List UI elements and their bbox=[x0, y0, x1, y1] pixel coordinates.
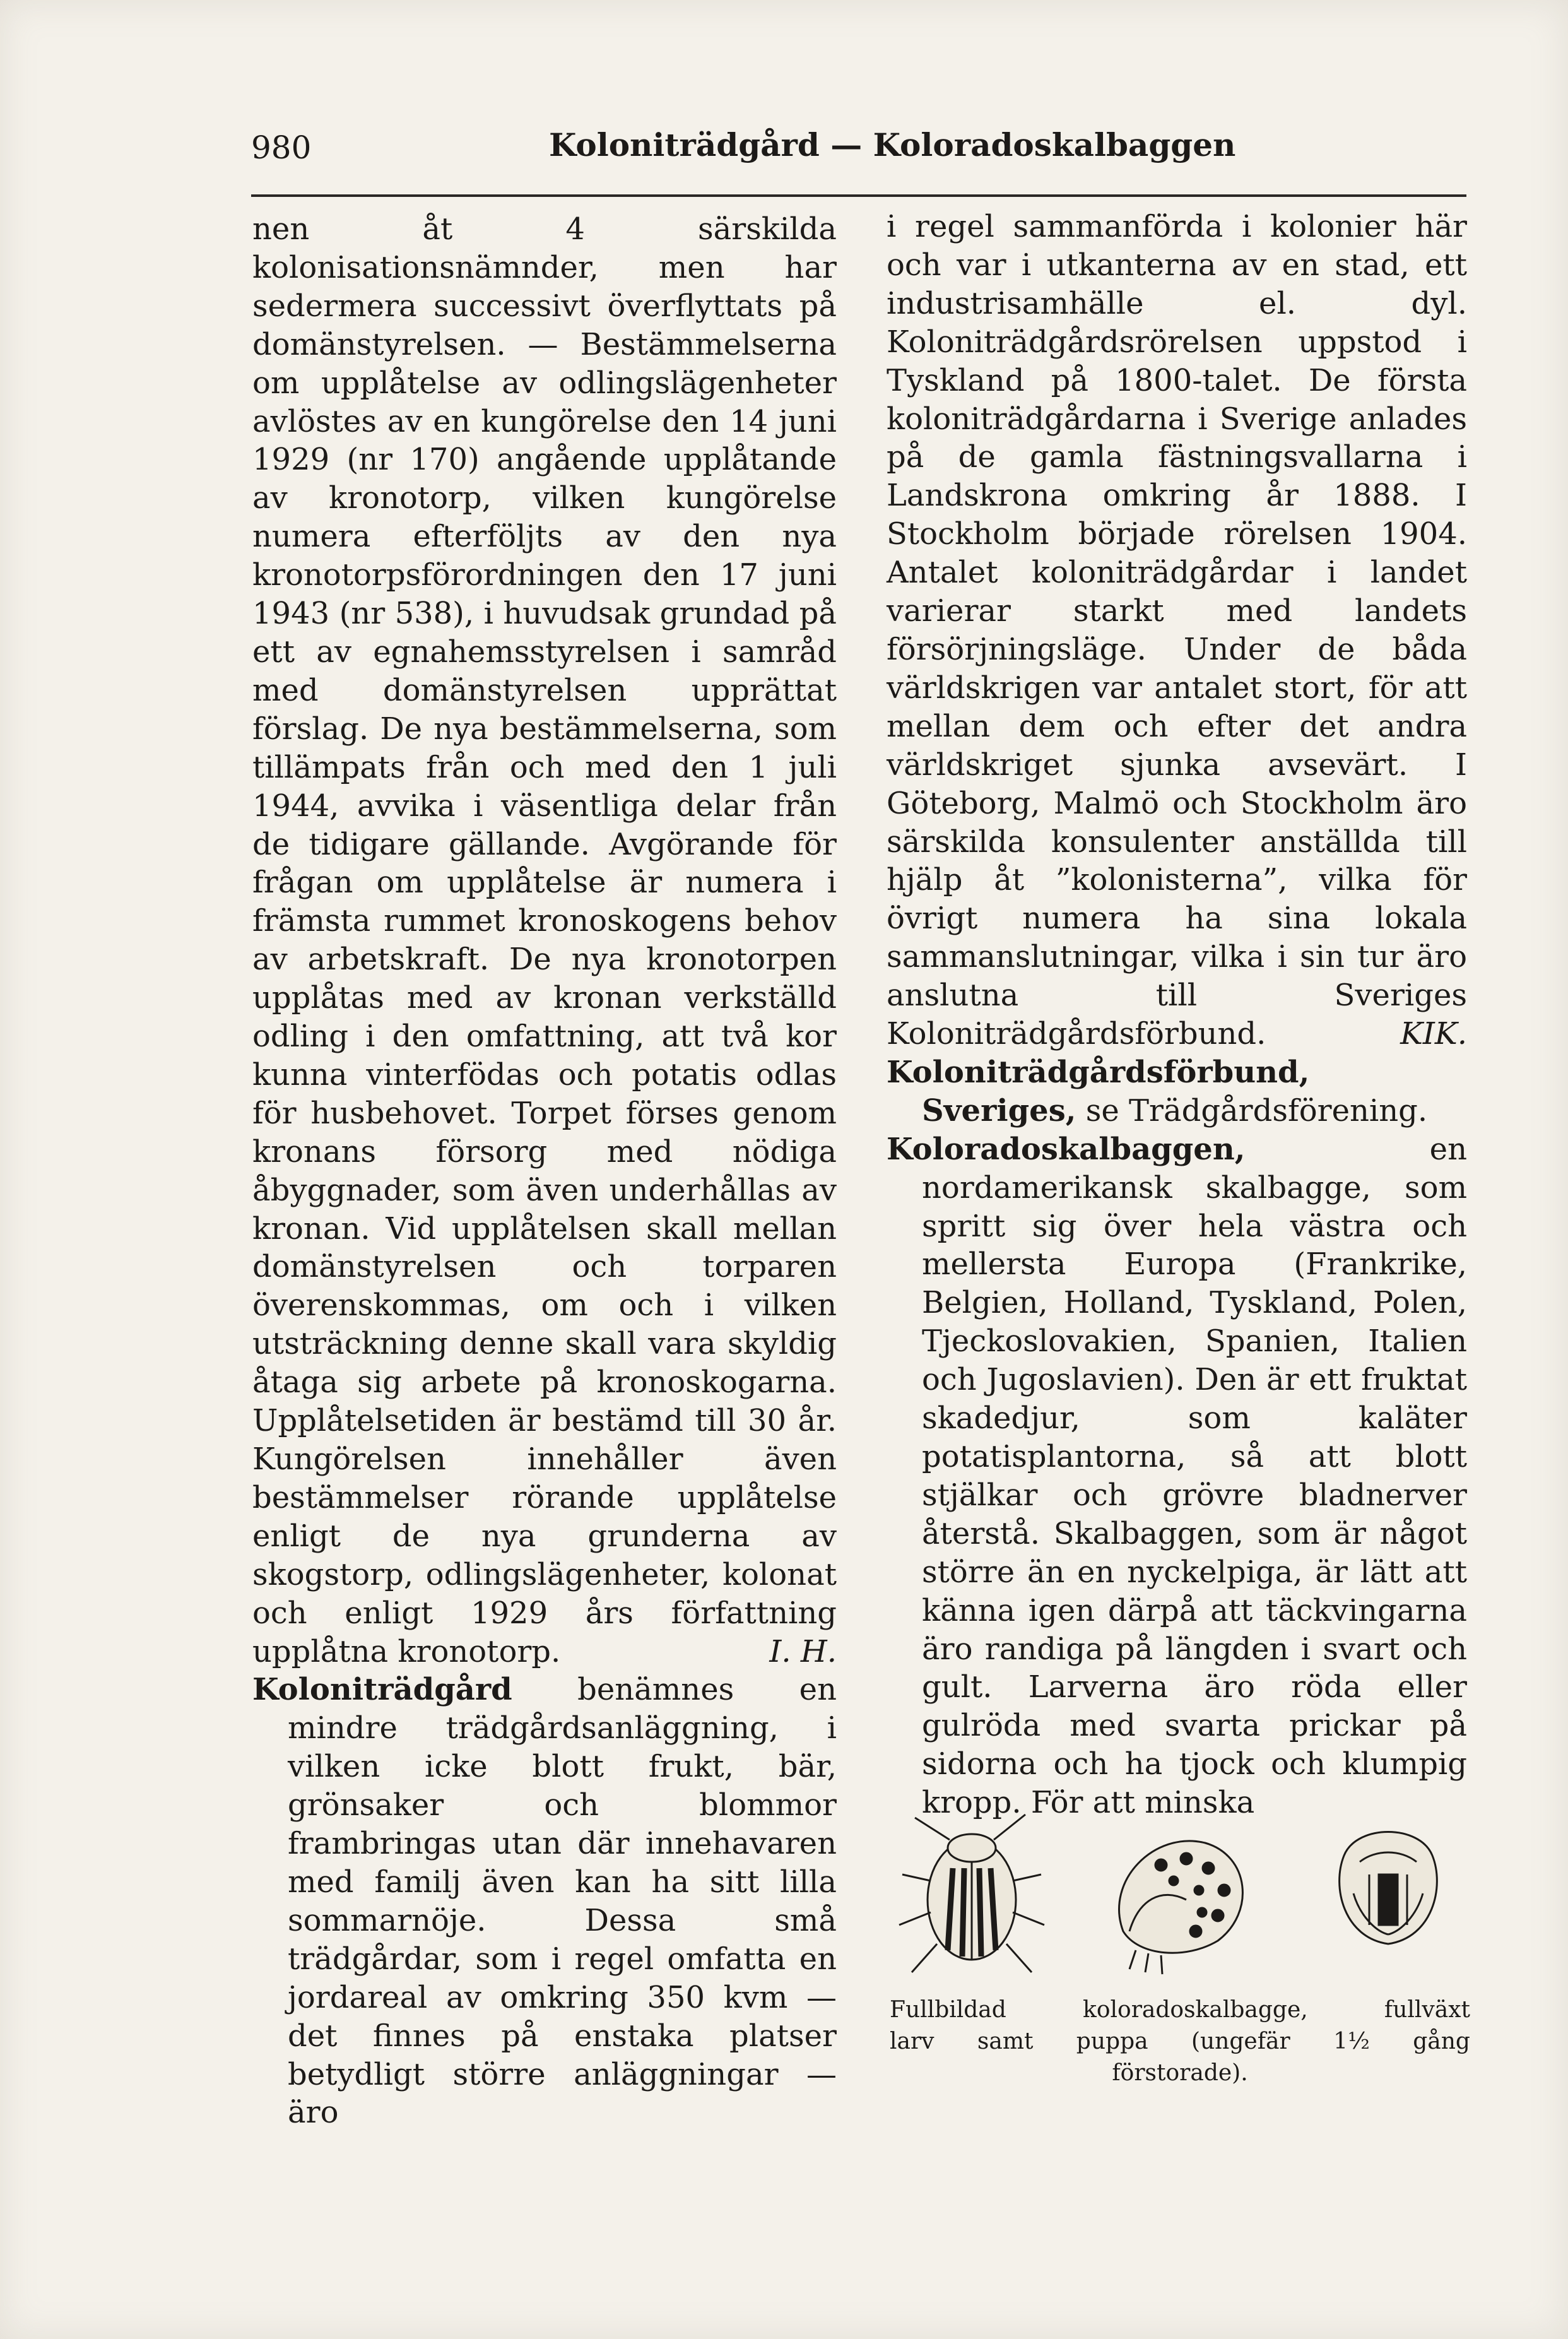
author-signature: I. H. bbox=[769, 1633, 837, 1669]
entry-headword: Koloniträdgård bbox=[252, 1672, 512, 1708]
entry-koloradoskalbaggen bbox=[887, 1130, 1467, 1822]
entry-kolonitradgardsforbund bbox=[887, 1053, 1467, 1130]
caption-word: samt bbox=[977, 2028, 1034, 2054]
entry-headword: Koloradoskalbaggen, bbox=[887, 1131, 1246, 1167]
entry-headword: Koloniträdgårdsförbund, Sveriges, bbox=[887, 1054, 1310, 1128]
caption-line-2 bbox=[890, 2026, 1470, 2058]
entry-text: en nordamerikansk skalbagge, som spritt sig över hela västra och mellersta Europa (Frankrike, Belgien, Holland, Tyskland, Polen, Tjeckoslovakien, Spanien, Italien och Jugoslavien). Den är ett fruktat skadedjur, som kaläter potatisplantorna, så att blott stjälkar och grövre bladnerver återstå. Skalbaggen, som är något större än en nyckelpiga, är lätt att känna igen därpå att täckvingarna äro randiga på längden i svart och gult. Larverna äro röda eller gulröda med svarta prickar på sidorna och ha tjock och klumpig kropp. För att minska bbox=[922, 1131, 1467, 1821]
caption-word: (ungefär bbox=[1191, 2028, 1290, 2054]
caption-word: larv bbox=[890, 2028, 934, 2054]
paragraph-text: i regel sammanförda i kolonier här och var i utkanterna av en stad, ett industrisamhälle el. dyl. Koloniträdgårdsrörelsen uppstod i Tyskland på 1800-talet. De första koloniträdgårdarna i Sverige anlades på de gamla fästningsvallarna i Landskrona omkring år 1888. I Stockholm började rörelsen 1904. Antalet koloniträdgårdar i landet varierar starkt med landets försörjningsläge. Under de båda världskrigen var antalet stort, för att mellan dem och efter det andra världskriget sjunka avsevärt. I Göteborg, Malmö och Stockholm äro särskilda konsulenter anställda till hjälp åt ”kolonisterna”, vilka för övrigt numera ha sina lokala sammanslutningar, vilka i sin tur äro anslutna till Sveriges Koloniträdgårdsförbund. bbox=[887, 209, 1467, 1052]
caption-line-3: förstorade). bbox=[1112, 2060, 1248, 2086]
kolonisation-paragraph bbox=[252, 210, 837, 1671]
caption-line-1 bbox=[890, 1994, 1470, 2026]
entry-kolonitradgard bbox=[252, 1671, 837, 2132]
entry-text: se Trädgårdsförening. bbox=[1076, 1093, 1428, 1128]
right-column bbox=[887, 208, 1467, 1822]
paragraph-text: nen åt 4 särskilda kolonisationsnämnder, men har sedermera successivt överflyttats på domänstyrelsen. — Bestämmelserna om upplåtelse av odlingslägenheter avlöstes av en kungörelse den 14 juni 1929 (nr 170) angående upplåtande av kronotorp, vilken kungörelse numera efterföljts av den nya kronotorpsförordningen den 17 juni 1943 (nr 538), i huvudsak grundad på ett av egnahemsstyrelsen i samråd med domänstyrelsen upprättat förslag. De nya bestämmelserna, som tillämpats från och med den 1 juli 1944, avvika i väsentliga delar från de tidigare gällande. Avgörande för frågan om upplåtelse är numera i främsta rummet kronoskogens behov av arbetskraft. De nya kronotorpen upplåtas med av kronan verkställd odling i den omfattning, att två kor kunna vinterfödas och potatis odlas för husbehovet. Torpet förses genom kronans försorg med nödiga åbyggnader, som även underhållas av kronan. Vid upplåtelsen skall mellan domänstyrelsen och torparen överenskommas, om och i vilken utsträckning denne skall vara skyldig åtaga sig arbete på kronoskogarna. Upplåtelsetiden är bestämd till 30 år. Kungörelsen innehåller även bestämmelser rörande upplåtelse enligt de nya grunderna av skogstorp, odlingslägenheter, kolonat och enligt 1929 års författning upplåtna kronotorp. bbox=[252, 211, 837, 1669]
adult-beetle-drawing bbox=[899, 1815, 1044, 1972]
running-title: Koloniträdgård — Koloradoskalbaggen bbox=[549, 126, 1236, 163]
kolonitradgard-continued bbox=[887, 208, 1467, 1053]
illustration-svg bbox=[890, 1805, 1470, 1994]
left-column bbox=[252, 210, 837, 2132]
caption-word: puppa bbox=[1076, 2028, 1148, 2054]
caption-word: koloradoskalbagge, bbox=[1083, 1997, 1308, 2023]
figure-caption bbox=[890, 1994, 1470, 2089]
larva-drawing bbox=[1119, 1841, 1243, 1974]
caption-word: fullväxt bbox=[1384, 1997, 1470, 2023]
caption-word: 1½ bbox=[1333, 2028, 1370, 2054]
pupa-drawing bbox=[1340, 1832, 1437, 1945]
entry-text: benämnes en mindre trädgårdsanläggning, i vilken icke blott frukt, bär, grönsaker och blommor frambringas utan där innehavaren med familj även kan ha sitt lilla sommarnöje. Dessa små trädgårdar, som i regel omfatta en jordareal av omkring 350 kvm — det finnes på enstaka platser betydligt större anläggningar — äro bbox=[288, 1672, 837, 2131]
author-signature: KIK. bbox=[1400, 1016, 1467, 1052]
caption-word: gång bbox=[1413, 2028, 1470, 2054]
page-number: 980 bbox=[251, 129, 312, 166]
caption-word: Fullbildad bbox=[890, 1997, 1006, 2023]
header-rule bbox=[251, 194, 1466, 197]
